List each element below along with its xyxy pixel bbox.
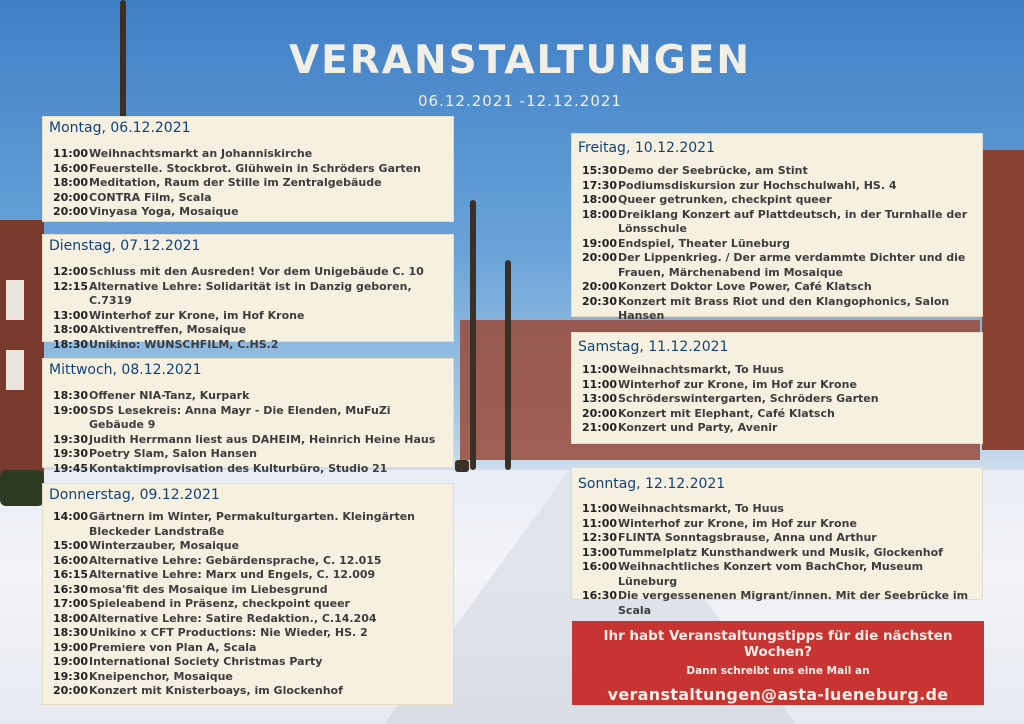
day-card-samstag (571, 332, 983, 444)
event-item (582, 589, 974, 618)
event-description: Endspiel, Theater Lüneburg (618, 236, 790, 250)
event-item (582, 208, 974, 237)
event-item (53, 404, 445, 433)
event-description: Spieleabend in Präsenz, checkpoint queer (89, 597, 350, 610)
event-time: 12:30 (582, 531, 618, 544)
event-item (53, 205, 445, 220)
event-list (43, 508, 453, 699)
event-description: Gärtnern im Winter, Permakulturgarten. Kleingärten Bleckeder Landstraße (89, 510, 416, 538)
event-time: 18:30 (53, 337, 89, 351)
contact-banner (572, 621, 984, 705)
event-time: 19:30 (53, 669, 89, 683)
event-item (53, 309, 445, 324)
day-card-freitag (571, 133, 983, 322)
event-time: 19:00 (582, 236, 618, 250)
event-item (53, 626, 445, 641)
event-item (582, 502, 974, 517)
event-time: 20:00 (53, 190, 89, 204)
event-time: 20:00 (582, 406, 618, 420)
day-card-dienstag (42, 234, 454, 351)
event-time: 18:00 (53, 176, 89, 189)
event-time: 20:00 (53, 684, 89, 697)
event-time: 18:00 (53, 611, 89, 625)
event-time: 16:30 (582, 589, 618, 602)
day-heading: Dienstag, 07.12.2021 (49, 238, 201, 254)
event-item (53, 389, 445, 404)
event-description: Winterhof zur Krone, im Hof zur Krone (618, 516, 857, 530)
event-item (582, 560, 974, 589)
event-item (53, 684, 445, 699)
event-item (53, 612, 445, 627)
event-item (53, 162, 445, 177)
event-time: 12:00 (53, 265, 89, 278)
event-list (43, 259, 453, 352)
event-item (53, 323, 445, 338)
day-card-sonntag (571, 467, 983, 617)
event-time: 18:00 (582, 193, 618, 206)
hedge (0, 470, 44, 506)
tree-trunk (455, 460, 469, 472)
event-time: 16:15 (53, 568, 89, 581)
event-description: Meditation, Raum der Stille im Zentralgebäude (89, 176, 382, 189)
event-time: 11:00 (582, 516, 618, 530)
day-heading: Montag, 06.12.2021 (49, 120, 191, 136)
event-item (53, 554, 445, 569)
event-time: 11:00 (582, 502, 618, 515)
event-time: 13:00 (53, 308, 89, 322)
event-item (582, 280, 974, 295)
event-time: 11:00 (53, 147, 89, 160)
event-description: FLINTA Sonntagsbrause, Anna und Arthur (618, 531, 877, 544)
event-list (572, 357, 982, 436)
event-description: Winterzauber, Mosaique (89, 539, 240, 552)
event-description: Aktiventreffen, Mosaique (89, 323, 247, 336)
event-description: Unikino: WUNSCHFILM, C.HS.2 (89, 337, 279, 351)
event-item (582, 164, 974, 179)
event-time: 19:45 (53, 461, 89, 475)
event-description: Alternative Lehre: Solidarität ist in Danzig geboren, C.7319 (89, 279, 412, 307)
event-time: 16:00 (582, 560, 618, 573)
event-time: 21:00 (582, 421, 618, 434)
background-building-left (0, 220, 44, 490)
event-item (53, 433, 445, 448)
event-item (582, 378, 974, 393)
event-description: Alternative Lehre: Marx und Engels, C. 12.009 (89, 568, 376, 581)
event-time: 15:30 (582, 164, 618, 177)
event-description: Unikino x CFT Productions: Nie Wieder, HS. 2 (89, 626, 368, 639)
event-time: 19:00 (53, 655, 89, 668)
day-heading: Mittwoch, 08.12.2021 (49, 362, 202, 378)
contact-question: Ihr habt Veranstaltungstipps für die nächsten Wochen? (603, 628, 953, 660)
event-item (582, 193, 974, 208)
contact-subtext: Dann schreibt uns eine Mail an (686, 665, 870, 677)
event-time: 16:00 (53, 553, 89, 567)
event-description: Die vergessenenen Migrant/innen. Mit der Seebrücke im Scala (618, 589, 969, 617)
event-time: 11:00 (582, 363, 618, 376)
event-item (53, 670, 445, 685)
event-time: 15:00 (53, 539, 89, 552)
event-description: Konzert mit Knisterboays, im Glockenhof (89, 684, 343, 697)
event-description: Tummelplatz Kunsthandwerk und Musik, Glockenhof (618, 545, 943, 559)
event-time: 17:00 (53, 597, 89, 610)
event-time: 16:00 (53, 161, 89, 175)
day-card-donnerstag (42, 483, 454, 705)
event-description: Judith Herrmann liest aus DAHEIM, Heinrich Heine Haus (89, 432, 436, 446)
event-item (53, 462, 445, 477)
event-time: 14:00 (53, 510, 89, 523)
event-description: Kontaktimprovisation des Kulturbüro, Studio 21 (89, 461, 388, 475)
event-description: mosa'fit des Mosaique im Liebesgrund (89, 582, 328, 596)
event-item (53, 583, 445, 598)
day-card-montag (42, 116, 454, 222)
event-description: Schröderswintergarten, Schröders Garten (618, 392, 879, 405)
event-time: 19:30 (53, 447, 89, 460)
tree-trunk (470, 200, 476, 470)
event-description: Vinyasa Yoga, Mosaique (89, 205, 239, 218)
event-item (53, 539, 445, 554)
event-item (53, 447, 445, 462)
event-item (53, 641, 445, 656)
event-item (582, 407, 974, 422)
event-time: 17:30 (582, 178, 618, 192)
event-description: Konzert und Party, Avenir (618, 421, 778, 434)
event-item (53, 568, 445, 583)
event-description: Konzert Doktor Love Power, Café Klatsch (618, 280, 872, 293)
event-item (582, 392, 974, 407)
background-building-right (982, 150, 1024, 450)
event-description: Queer getrunken, checkpint queer (618, 193, 832, 206)
event-description: Demo der Seebrücke, am Stint (618, 164, 808, 177)
event-time: 20:00 (582, 280, 618, 293)
event-item (53, 338, 445, 353)
event-item (582, 531, 974, 546)
event-item (582, 363, 974, 378)
event-description: Feuerstelle. Stockbrot. Glühwein in Schröders Garten (89, 161, 421, 175)
event-time: 18:30 (53, 389, 89, 402)
event-item (53, 510, 445, 539)
event-time: 18:00 (53, 323, 89, 336)
page-title: VERANSTALTUNGEN (288, 38, 752, 83)
event-list (572, 158, 982, 324)
event-item (582, 421, 974, 436)
event-time: 19:00 (53, 403, 89, 417)
event-time: 18:30 (53, 626, 89, 639)
event-description: Konzert mit Brass Riot und den Klangophonics, Salon Hansen (618, 294, 950, 322)
event-time: 13:00 (582, 392, 618, 405)
event-item (53, 655, 445, 670)
event-item (53, 191, 445, 206)
event-time: 12:15 (53, 279, 89, 293)
event-description: CONTRA Film, Scala (89, 190, 212, 204)
event-list (43, 383, 453, 476)
day-card-mittwoch (42, 358, 454, 475)
event-item (582, 251, 974, 280)
event-description: Schluss mit den Ausreden! Vor dem Unigebäude C. 10 (89, 265, 424, 278)
event-description: Weihnachtliches Konzert vom BachChor, Museum Lüneburg (618, 560, 924, 588)
event-description: Winterhof zur Krone, im Hof zur Krone (618, 377, 857, 391)
event-time: 18:00 (582, 207, 618, 221)
event-list (43, 141, 453, 220)
event-item (53, 265, 445, 280)
event-description: Winterhof zur Krone, im Hof Krone (89, 308, 305, 322)
day-heading: Samstag, 11.12.2021 (578, 339, 729, 355)
event-description: Weihnachtsmarkt an Johanniskirche (89, 147, 313, 160)
event-item (53, 597, 445, 612)
event-time: 20:30 (582, 294, 618, 308)
event-time: 19:00 (53, 640, 89, 654)
event-item (582, 546, 974, 561)
event-time: 11:00 (582, 377, 618, 391)
event-time: 19:30 (53, 432, 89, 446)
event-list (572, 492, 982, 618)
day-heading: Sonntag, 12.12.2021 (578, 476, 726, 492)
event-time: 16:30 (53, 582, 89, 596)
day-heading: Donnerstag, 09.12.2021 (49, 487, 220, 503)
event-description: Premiere von Plan A, Scala (89, 640, 257, 654)
event-time: 20:00 (53, 205, 89, 218)
tree-trunk (505, 260, 511, 470)
event-description: Dreiklang Konzert auf Plattdeutsch, in der Turnhalle der Lönsschule (618, 207, 968, 235)
event-description: Konzert mit Elephant, Café Klatsch (618, 406, 835, 420)
event-description: Alternative Lehre: Gebärdensprache, C. 12.015 (89, 553, 382, 567)
event-description: Offener NIA-Tanz, Kurpark (89, 389, 250, 402)
event-item (53, 280, 445, 309)
event-item (582, 295, 974, 324)
event-item (582, 517, 974, 532)
day-heading: Freitag, 10.12.2021 (578, 140, 715, 156)
event-description: Podiumsdiskursion zur Hochschulwahl, HS. 4 (618, 178, 897, 192)
event-description: Weihnachtsmarkt, To Huus (618, 363, 784, 376)
contact-email-link[interactable]: veranstaltungen@asta-lueneburg.de (607, 685, 949, 704)
event-time: 13:00 (582, 545, 618, 559)
date-range: 06.12.2021 -12.12.2021 (418, 92, 622, 110)
event-description: SDS Lesekreis: Anna Mayr - Die Elenden, MuFuZi Gebäude 9 (89, 403, 391, 431)
event-description: Alternative Lehre: Satire Redaktion., C.14.204 (89, 611, 377, 625)
event-item (582, 179, 974, 194)
event-description: Poetry Slam, Salon Hansen (89, 447, 257, 460)
event-item (582, 237, 974, 252)
event-description: International Society Christmas Party (89, 655, 323, 668)
event-time: 20:00 (582, 251, 618, 264)
event-item (53, 176, 445, 191)
event-item (53, 147, 445, 162)
event-description: Kneipenchor, Mosaique (89, 669, 233, 683)
event-description: Weihnachtsmarkt, To Huus (618, 502, 784, 515)
event-description: Der Lippenkrieg. / Der arme verdammte Dichter und die Frauen, Märchenabend im Mosaique (618, 251, 966, 279)
